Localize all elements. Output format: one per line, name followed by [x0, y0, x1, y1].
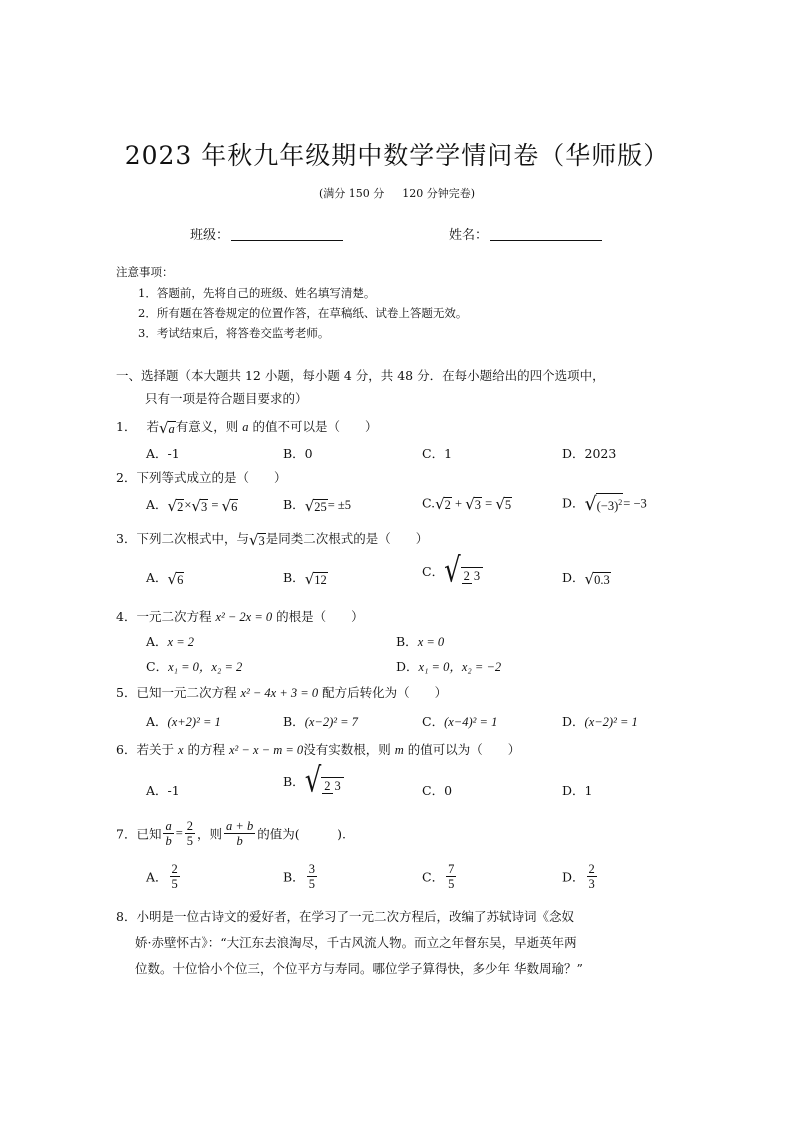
- question-8-line2: 娇·赤壁怀古》：“大江东去浪淘尽，千古风流人物。而立之年督东吴，早逝英年两: [135, 935, 577, 950]
- q7-number: 7．: [116, 826, 137, 842]
- q5-option-a[interactable]: A．(x+2)² = 1: [146, 714, 221, 729]
- q1-mid: 有意义，则: [175, 419, 239, 434]
- q5-pre: 已知一元二次方程: [136, 685, 237, 700]
- q5-option-c[interactable]: C．(x−4)² = 1: [422, 714, 498, 729]
- q1-pre: 若: [146, 419, 159, 434]
- q3-option-c[interactable]: C．√ 2 3: [422, 556, 483, 586]
- question-8-line1: 8．小明是一位古诗文的爱好者，在学习了一元二次方程后，改编了苏轼诗词《念奴: [116, 909, 574, 924]
- q1-option-a[interactable]: A．-1: [146, 446, 180, 461]
- class-label: 班级：: [190, 228, 230, 243]
- q7-fraction-ab: $\frac{a}{b}$: [165, 819, 172, 848]
- q3-number: 3．: [116, 531, 137, 546]
- q1-option-c[interactable]: C．1: [422, 446, 453, 461]
- q2-text: 下列等式成立的是（ ）: [136, 470, 287, 485]
- note-item-2: 2．所有题在答卷规定的位置作答，在草稿纸、试卷上答题无效。: [138, 306, 468, 320]
- time-info: 120 分钟完卷): [402, 187, 476, 200]
- q6-var-m: m: [394, 743, 404, 757]
- q7-option-d[interactable]: D． $\frac{2}{3}$: [562, 862, 595, 891]
- q2-option-b[interactable]: B．√25= ±5: [283, 496, 352, 515]
- q2-option-d[interactable]: D．$√(-3)^2= -3$: [562, 493, 647, 516]
- q1-option-d[interactable]: D．2023: [562, 446, 617, 461]
- q1-number: 1．: [116, 419, 137, 434]
- q3-pre: 下列二次根式中，与: [136, 531, 249, 546]
- q1-option-b[interactable]: B．0: [283, 446, 313, 461]
- note-item-1: 1．答题前，先将自己的班级、姓名填写清楚。: [138, 286, 376, 300]
- question-7: 7．已知 $\frac{a}{b}$ = $\frac{2}{5}$ ，则 $\frac{a + b}{b}$ 的值为( ).: [116, 819, 346, 848]
- q2-number: 2．: [116, 470, 137, 485]
- q5-number: 5．: [116, 685, 137, 700]
- q1-var: a: [242, 420, 249, 434]
- question-3: [116, 529, 428, 549]
- q4-option-c[interactable]: C．x₁ = 0，x₂ = 2: [146, 659, 243, 674]
- question-8-line3: 位数。十位恰小个位三，个位平方与寿同。哪位学子算得快，多少年 华数周瑜？”: [135, 961, 583, 976]
- q1-post: 的值不可以是（ ）: [252, 419, 378, 434]
- exam-info: [0, 185, 794, 201]
- q5-equation: x² − 4x + 3 = 0: [240, 686, 319, 700]
- question-6: [116, 740, 520, 758]
- question-4: [116, 607, 364, 625]
- q6-var-x: x: [177, 743, 184, 757]
- q6-post: 的值可以为（ ）: [407, 742, 521, 757]
- page-title: 2023 年秋九年级期中数学学情问卷（华师版）: [124, 141, 670, 170]
- q5-post: 配方后转化为（ ）: [322, 685, 448, 700]
- q4-option-a[interactable]: A．x = 2: [146, 634, 195, 649]
- q6-option-c[interactable]: C．0: [422, 783, 453, 798]
- q7-option-a[interactable]: A． $\frac{2}{5}$: [146, 862, 178, 891]
- q6-pre: 若关于: [136, 742, 174, 757]
- question-5: [116, 683, 447, 701]
- q4-option-d[interactable]: D．x₁ = 0，x₂ = −2: [396, 659, 502, 674]
- q7-fraction-apb: $\frac{a + b}{b}$: [226, 819, 254, 848]
- q5-option-b[interactable]: B．(x−2)² = 7: [283, 714, 358, 729]
- q4-option-b[interactable]: B．x = 0: [396, 634, 445, 649]
- name-field: [449, 224, 602, 243]
- q2-option-a[interactable]: A．√2×√3 = √6: [146, 496, 238, 515]
- q6-option-b[interactable]: B．√ 2 3: [283, 766, 344, 796]
- q4-number: 4．: [116, 609, 137, 624]
- score-info: (满分 150 分: [318, 187, 385, 200]
- q3-post: 是同类二次根式的是（ ）: [265, 531, 429, 546]
- section-heading-line1: 一、选择题（本大题共 12 小题，每小题 4 分，共 48 分．在每小题给出的四个选项中，: [116, 368, 605, 383]
- q7-pre: 已知: [136, 826, 162, 842]
- note-item-3: 3．考试结束后，将答卷交监考老师。: [138, 326, 330, 340]
- q6-option-d[interactable]: D．1: [562, 783, 593, 798]
- q6-equation: x² − x − m = 0: [229, 743, 304, 757]
- name-label: 姓名：: [449, 228, 489, 243]
- q6-option-a[interactable]: A．-1: [146, 783, 180, 798]
- question-2: [116, 468, 286, 486]
- q3-option-a[interactable]: A．√6: [146, 569, 184, 588]
- q5-option-d[interactable]: D．(x−2)² = 1: [562, 714, 638, 729]
- q3-option-b[interactable]: B．√12: [283, 569, 327, 588]
- q7-fraction-25: $\frac{2}{5}$: [186, 819, 194, 848]
- section-heading-line2: 只有一项是符合题目要求的）: [145, 391, 308, 406]
- q6-mid2: 没有实数根，则: [303, 742, 391, 757]
- q7-post: 的值为( ).: [257, 826, 346, 842]
- q1-sqrt: √a: [158, 418, 175, 437]
- q4-equation: x² − 2x = 0: [215, 610, 273, 624]
- q4-pre: 一元二次方程: [136, 609, 212, 624]
- q3-option-d[interactable]: D．√0.3: [562, 569, 610, 588]
- name-blank[interactable]: [490, 228, 602, 241]
- q2-option-c[interactable]: C.√2 + √3 = √5: [422, 495, 512, 513]
- q7-mid: ，则: [197, 826, 223, 842]
- q3-sqrt: √3: [248, 530, 265, 549]
- question-1: [116, 417, 378, 437]
- q7-option-b[interactable]: B． $\frac{3}{5}$: [283, 862, 315, 891]
- class-field: [190, 224, 343, 243]
- notes-heading: 注意事项：: [116, 265, 174, 279]
- q7-option-c[interactable]: C． $\frac{7}{5}$: [422, 862, 455, 891]
- class-blank[interactable]: [231, 228, 343, 241]
- q6-mid1: 的方程: [187, 742, 226, 757]
- q4-post: 的根是（ ）: [276, 609, 364, 624]
- q6-number: 6．: [116, 742, 137, 757]
